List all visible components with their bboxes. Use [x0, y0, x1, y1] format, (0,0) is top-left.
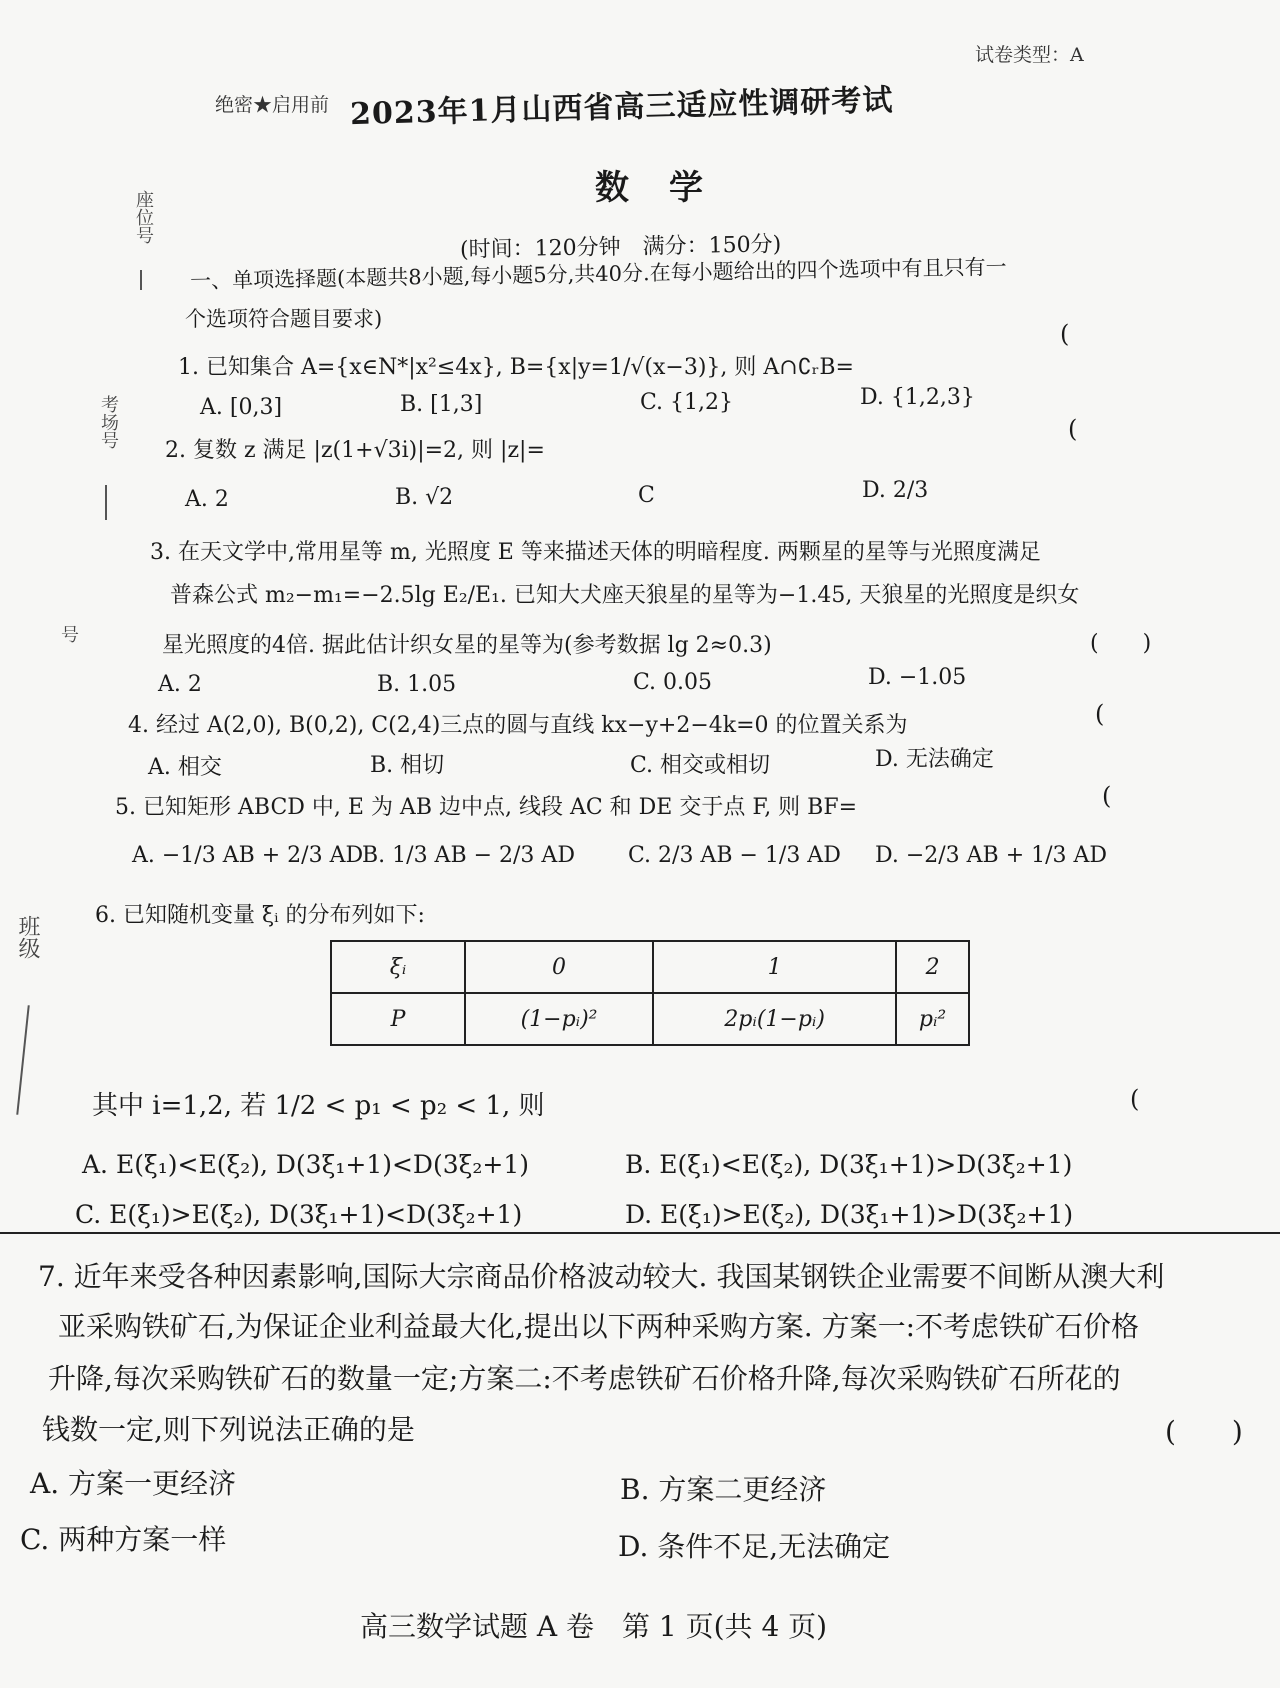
binding-divider: [105, 485, 107, 520]
q6-answer-paren: (: [1130, 1085, 1140, 1113]
q1-option-a: A. [0,3]: [200, 395, 283, 420]
q7-stem-line4: 钱数一定,则下列说法正确的是: [42, 1413, 415, 1446]
q3-option-d: D. −1.05: [868, 665, 967, 690]
section1-heading-cont: 个选项符合题目要求): [185, 307, 383, 331]
q4-stem: 4. 经过 A(2,0), B(0,2), C(2,4)三点的圆与直线 kx−y+2−4k=0 的位置关系为: [128, 713, 908, 738]
q2-option-a: A. 2: [185, 487, 229, 512]
q6-option-a: A. E(ξ₁)<E(ξ₂), D(3ξ₁+1)<D(3ξ₂+1): [82, 1150, 530, 1179]
q4-option-d: D. 无法确定: [875, 747, 994, 772]
q5-option-c: C. 2/3 AB − 1/3 AD: [628, 843, 841, 868]
q3-option-b: B. 1.05: [377, 672, 457, 697]
q7-option-c: C. 两种方案一样: [20, 1523, 227, 1556]
q1-option-c: C. {1,2}: [640, 390, 734, 415]
q7-option-b: B. 方案二更经济: [620, 1473, 827, 1506]
page-footer: 高三数学试题 A 卷 第 1 页(共 4 页): [360, 1610, 828, 1643]
q5-option-b: B. 1/3 AB − 2/3 AD: [362, 843, 575, 868]
q1-stem: 1. 已知集合 A={x∈N*|x²≤4x}, B={x|y=1/√(x−3)}, 则 A∩∁ᵣB=: [178, 355, 854, 380]
table-cell: 0: [465, 941, 653, 993]
paper-type: 试卷类型：A: [975, 44, 1084, 66]
q5-answer-paren: (: [1102, 782, 1112, 810]
table-cell: P: [331, 993, 465, 1045]
q7-stem-line2: 亚采购铁矿石,为保证企业利益最大化,提出以下两种采购方案. 方案一:不考虑铁矿石价格: [58, 1310, 1140, 1343]
q7-stem-line1: 7. 近年来受各种因素影响,国际大宗商品价格波动较大. 我国某钢铁企业需要不间断从澳大利: [38, 1260, 1165, 1293]
q5-option-d: D. −2/3 AB + 1/3 AD: [875, 843, 1108, 868]
q5-stem: 5. 已知矩形 ABCD 中, E 为 AB 边中点, 线段 AC 和 DE 交于点 F, 则 BF=: [115, 795, 858, 820]
q6-condition: 其中 i=1,2, 若 1/2 < p₁ < p₂ < 1, 则: [92, 1091, 545, 1121]
q2-answer-paren: (: [1068, 415, 1078, 443]
table-row: [331, 941, 969, 993]
confidential-mark: 绝密★启用前: [215, 94, 330, 116]
q4-option-c: C. 相交或相切: [630, 753, 771, 778]
q6-stem: 6. 已知随机变量 ξᵢ 的分布列如下:: [95, 903, 425, 928]
q7-option-d: D. 条件不足,无法确定: [618, 1530, 891, 1563]
distribution-table: [330, 940, 970, 1046]
room-number-label: 考场号: [98, 395, 119, 449]
time-info: (时间：120分钟 满分：150分): [459, 232, 782, 263]
student-number-label: 号: [58, 625, 79, 643]
q7-answer-paren: ( ): [1165, 1415, 1243, 1448]
q2-option-d: D. 2/3: [862, 478, 929, 503]
q2-option-c: C: [638, 483, 655, 508]
q7-option-a: A. 方案一更经济: [30, 1467, 237, 1500]
exam-title: 2023年1月山西省高三适应性调研考试: [349, 82, 894, 133]
q1-answer-paren: (: [1060, 320, 1070, 348]
table-row: [331, 993, 969, 1045]
table-cell: ξᵢ: [331, 941, 465, 993]
q3-stem-line1: 3. 在天文学中,常用星等 m, 光照度 E 等来描述天体的明暗程度. 两颗星的星等与光照度满足: [150, 540, 1041, 565]
q3-option-c: C. 0.05: [633, 670, 713, 695]
q1-option-d: D. {1,2,3}: [860, 385, 975, 410]
q3-stem-line2: 普森公式 m₂−m₁=−2.5lg E₂/E₁. 已知大犬座天狼星的星等为−1.45, 天狼星的光照度是织女: [170, 583, 1080, 608]
q3-answer-paren: ( ): [1090, 631, 1152, 656]
q2-stem: 2. 复数 z 满足 |z(1+√3i)|=2, 则 |z|=: [165, 438, 545, 463]
fold-line: [0, 1232, 1280, 1234]
table-cell: pᵢ²: [896, 993, 969, 1045]
table-cell: 2pᵢ(1−pᵢ): [653, 993, 896, 1045]
binding-divider: [16, 1005, 29, 1115]
q3-option-a: A. 2: [158, 672, 202, 697]
q7-stem-line3: 升降,每次采购铁矿石的数量一定;方案二:不考虑铁矿石价格升降,每次采购铁矿石所花的: [48, 1362, 1121, 1395]
table-cell: 2: [896, 941, 969, 993]
class-label: 班级: [15, 915, 40, 959]
table-cell: 1: [653, 941, 896, 993]
table-cell: (1−pᵢ)²: [465, 993, 653, 1045]
binding-divider: [140, 270, 142, 290]
q2-option-b: B. √2: [395, 485, 454, 510]
q5-option-a: A. −1/3 AB + 2/3 AD: [132, 843, 364, 868]
q4-option-a: A. 相交: [148, 755, 222, 780]
q3-stem-line3: 星光照度的4倍. 据此估计织女星的星等为(参考数据 lg 2≈0.3): [162, 633, 772, 658]
q4-answer-paren: (: [1095, 700, 1105, 728]
q6-option-c: C. E(ξ₁)>E(ξ₂), D(3ξ₁+1)<D(3ξ₂+1): [75, 1200, 523, 1229]
q1-option-b: B. [1,3]: [400, 392, 483, 417]
q4-option-b: B. 相切: [370, 753, 445, 778]
subject-title: 数学: [595, 168, 743, 208]
seat-number-label: 座位号: [133, 190, 154, 244]
q6-option-b: B. E(ξ₁)<E(ξ₂), D(3ξ₁+1)>D(3ξ₂+1): [625, 1150, 1073, 1179]
q6-option-d: D. E(ξ₁)>E(ξ₂), D(3ξ₁+1)>D(3ξ₂+1): [625, 1200, 1074, 1229]
section1-heading: 一、单项选择题(本题共8小题,每小题5分,共40分.在每小题给出的四个选项中有且只有一: [189, 254, 1007, 294]
